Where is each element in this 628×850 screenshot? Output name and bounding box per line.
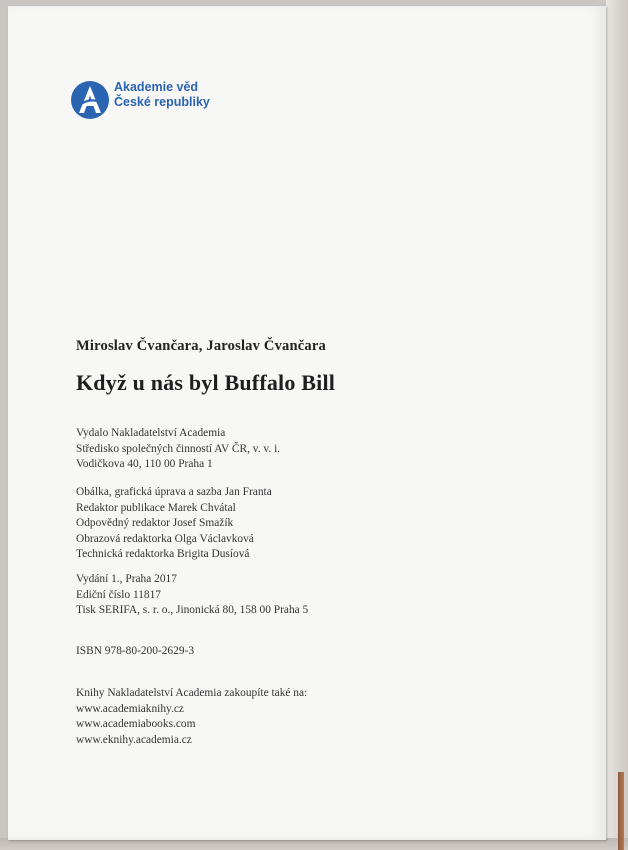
page-edge [606,0,628,850]
isbn: ISBN 978-80-200-2629-3 [76,645,195,657]
credit-line: Technická redaktorka Brigita Dusíová [76,548,250,560]
website-link: www.eknihy.academia.cz [76,733,192,746]
logo-line-2: České republiky [114,94,210,109]
purchase-block [76,686,307,748]
book-title: Když u nás byl Buffalo Bill [76,370,336,395]
edition-line: Tisk SERIFA, s. r. o., Jinonická 80, 158 00 Praha 5 [76,604,309,616]
website-link: www.academiaknihy.cz [76,702,184,715]
isbn-block [76,644,194,660]
credit-line: Odpovědný redaktor Josef Smažík [76,517,234,529]
edition-line: Vydání 1., Praha 2017 [76,573,177,585]
authors: Miroslav Čvančara, Jaroslav Čvančara [76,338,326,354]
purchase-line: Knihy Nakladatelství Academia zakoupíte také na: [76,687,308,699]
website-link: www.academiabooks.com [76,718,196,730]
publisher-block [76,426,280,473]
publisher-line: Středisko společných činností AV ČR, v. v. i. [76,442,281,455]
logo-text [114,80,210,109]
bookmark-ribbon [618,772,624,850]
logo-line-1: Akademie věd [114,80,199,94]
publisher-line: Vydalo Nakladatelství Academia [76,427,226,439]
publisher-line: Vodičkova 40, 110 00 Praha 1 [76,458,213,470]
credit-line: Obrazová redaktorka Olga Václavková [76,532,254,545]
edition-line: Ediční číslo 11817 [76,588,161,601]
edition-block [76,572,308,619]
credit-line: Obálka, grafická úprava a sazba Jan Franta [76,486,272,498]
academy-of-sciences-logo-icon [70,80,110,120]
credits-block [76,485,272,563]
credit-line: Redaktor publikace Marek Chvátal [76,501,236,514]
